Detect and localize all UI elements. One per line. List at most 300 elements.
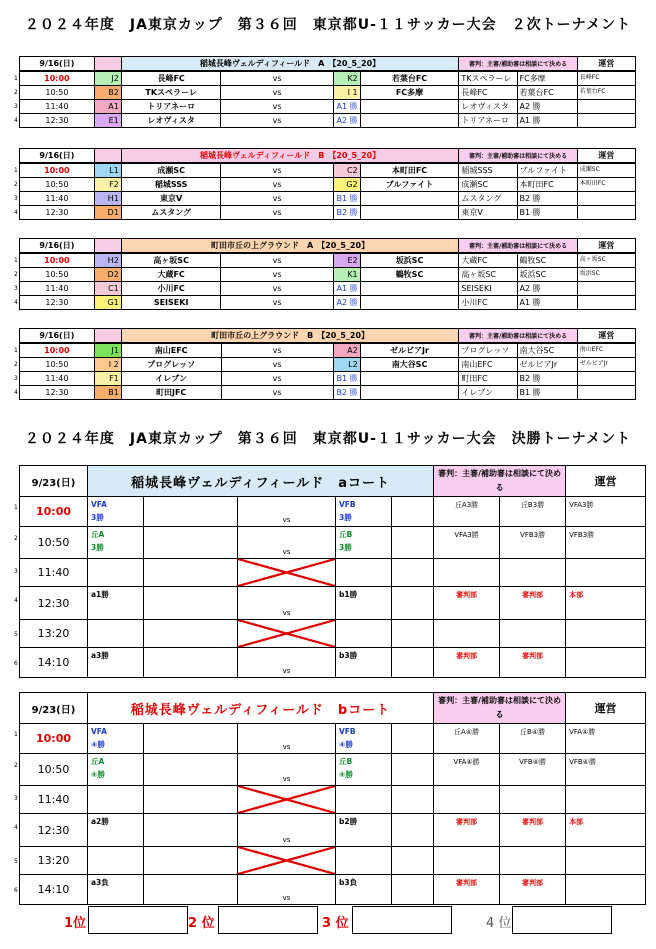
referee-1: 東京V bbox=[459, 206, 517, 220]
final-date: 9/23(日) bbox=[20, 693, 88, 724]
away-team bbox=[360, 206, 459, 220]
away-slot[interactable] bbox=[392, 724, 434, 754]
unei-team bbox=[577, 386, 635, 400]
bracket-seed: VFA ④勝 bbox=[88, 724, 144, 754]
referee-2: A1 勝 bbox=[517, 114, 577, 128]
final-match-row bbox=[20, 847, 646, 875]
final-kickoff-time: 13:20 bbox=[20, 620, 88, 648]
final-match-row bbox=[20, 648, 646, 678]
vs-label: vs bbox=[221, 358, 333, 372]
final-row-number: 1 bbox=[14, 731, 18, 738]
unei-header: 運営 bbox=[577, 239, 635, 254]
away-team: 南大谷SC bbox=[360, 358, 459, 372]
final-date: 9/23(日) bbox=[20, 466, 88, 497]
away-seed: K2 bbox=[333, 71, 360, 86]
final-match-row bbox=[20, 875, 646, 905]
referee-1: プログレッソ bbox=[459, 343, 517, 358]
venue-name: 稲城長峰ヴェルディフィールド B 【20_5_20】 bbox=[121, 149, 459, 164]
row-number: 3 bbox=[14, 285, 18, 292]
vs-label: vs bbox=[221, 386, 333, 400]
home-team: レオヴィスタ bbox=[121, 114, 221, 128]
vs-label: vs bbox=[221, 71, 333, 86]
home-seed: H2 bbox=[94, 253, 121, 268]
home-seed: B1 bbox=[94, 386, 121, 400]
referee-1: ムスタング bbox=[459, 192, 517, 206]
referee-header: 審判：主審/補助審は相談にて決める bbox=[459, 149, 577, 164]
match-row bbox=[20, 282, 636, 296]
home-team: 稲城SSS bbox=[121, 178, 221, 192]
bracket-seed bbox=[336, 620, 392, 648]
final-row-number: 2 bbox=[14, 535, 18, 542]
referee-2: 南大谷SC bbox=[517, 343, 577, 358]
final-referee-2 bbox=[500, 620, 566, 648]
home-team: 東京V bbox=[121, 192, 221, 206]
vs-label: vs bbox=[221, 206, 333, 220]
unei-team bbox=[577, 296, 635, 310]
away-slot[interactable] bbox=[392, 847, 434, 875]
vs-slot: vs bbox=[238, 875, 336, 905]
vs-label: vs bbox=[221, 163, 333, 178]
final-referee-2: VFB④勝 bbox=[500, 754, 566, 786]
home-team: トリアネーロ bbox=[121, 100, 221, 114]
vs-slot: vs bbox=[238, 814, 336, 847]
away-seed: B1 勝 bbox=[333, 192, 360, 206]
bracket-seed: b3負 bbox=[336, 875, 392, 905]
final-referee-header: 審判：主審/補助審は相談にて決める bbox=[434, 693, 566, 724]
final-unei: 本部 bbox=[566, 814, 646, 847]
final-row-number: 5 bbox=[14, 631, 18, 638]
match-row bbox=[20, 71, 636, 86]
kickoff-time: 12:30 bbox=[20, 206, 95, 220]
final-kickoff-time: 11:40 bbox=[20, 786, 88, 814]
final-kickoff-time: 13:20 bbox=[20, 847, 88, 875]
unei-team: 若葉台FC bbox=[577, 86, 635, 100]
away-team: 本町田FC bbox=[360, 163, 459, 178]
final-referee-1: 丘A3勝 bbox=[434, 497, 500, 527]
vs-slot: vs bbox=[238, 648, 336, 678]
referee-2: FC多摩 bbox=[517, 71, 577, 86]
row-number: 2 bbox=[14, 361, 18, 368]
final-unei bbox=[566, 786, 646, 814]
final-kickoff-time: 14:10 bbox=[20, 648, 88, 678]
home-slot[interactable] bbox=[144, 527, 238, 559]
referee-2: 若葉台FC bbox=[517, 86, 577, 100]
unei-team: 高ヶ坂SC bbox=[577, 253, 635, 268]
final-unei bbox=[566, 648, 646, 678]
rank-2-label: 2 位 bbox=[188, 916, 215, 931]
final-referee-1: 審判部 bbox=[434, 587, 500, 620]
ranking-row bbox=[60, 906, 620, 934]
home-slot[interactable] bbox=[144, 724, 238, 754]
bracket-seed: VFB 3勝 bbox=[336, 497, 392, 527]
vs-slot: vs bbox=[238, 497, 336, 527]
row-number: 4 bbox=[14, 299, 18, 306]
unei-team: 南山EFC bbox=[577, 343, 635, 358]
final-unei: VFB④勝 bbox=[566, 754, 646, 786]
away-seed: L2 bbox=[333, 358, 360, 372]
kickoff-time: 10:00 bbox=[20, 163, 95, 178]
home-team: 長峰FC bbox=[121, 71, 221, 86]
home-slot[interactable] bbox=[144, 587, 238, 620]
cancelled-slot bbox=[238, 847, 336, 875]
vs-slot: vs bbox=[238, 587, 336, 620]
home-team: SEISEKI bbox=[121, 296, 221, 310]
final-unei: VFB3勝 bbox=[566, 527, 646, 559]
home-slot[interactable] bbox=[144, 620, 238, 648]
home-slot[interactable] bbox=[144, 648, 238, 678]
unei-team bbox=[577, 100, 635, 114]
away-team: FC多摩 bbox=[360, 86, 459, 100]
final-round-title: ２０２４年度 JA東京カップ 第３６回 東京都U-１１サッカー大会 決勝トーナメント bbox=[24, 431, 632, 447]
home-team: 南山EFC bbox=[121, 343, 221, 358]
final-row-number: 1 bbox=[14, 504, 18, 511]
home-slot[interactable] bbox=[144, 497, 238, 527]
home-seed: L1 bbox=[94, 163, 121, 178]
away-slot[interactable] bbox=[392, 620, 434, 648]
unei-team bbox=[577, 206, 635, 220]
final-referee-1 bbox=[434, 786, 500, 814]
final-row-number: 3 bbox=[14, 568, 18, 575]
final-kickoff-time: 11:40 bbox=[20, 559, 88, 587]
match-row bbox=[20, 206, 636, 220]
away-seed: B2 勝 bbox=[333, 206, 360, 220]
match-row bbox=[20, 163, 636, 178]
final-unei-header: 運営 bbox=[566, 693, 646, 724]
final-match-row bbox=[20, 497, 646, 527]
unei-team: 長峰FC bbox=[577, 71, 635, 86]
bracket-seed: b3勝 bbox=[336, 648, 392, 678]
final-match-row bbox=[20, 786, 646, 814]
home-team: 町田JFC bbox=[121, 386, 221, 400]
kickoff-time: 11:40 bbox=[20, 100, 95, 114]
rank-4-label: 4 位 bbox=[486, 916, 512, 931]
final-referee-1: 丘A④勝 bbox=[434, 724, 500, 754]
final-match-row bbox=[20, 814, 646, 847]
referee-1: レオヴィスタ bbox=[459, 100, 517, 114]
vs-label: vs bbox=[221, 100, 333, 114]
final-match-row bbox=[20, 724, 646, 754]
away-slot[interactable] bbox=[392, 497, 434, 527]
final-court-table bbox=[19, 465, 646, 678]
vs-label: vs bbox=[221, 114, 333, 128]
final-unei bbox=[566, 847, 646, 875]
final-referee-2 bbox=[500, 847, 566, 875]
bracket-seed bbox=[88, 786, 144, 814]
home-team: 成瀬SC bbox=[121, 163, 221, 178]
final-referee-2: 丘B3勝 bbox=[500, 497, 566, 527]
final-row-number: 6 bbox=[14, 887, 18, 894]
kickoff-time: 11:40 bbox=[20, 282, 95, 296]
final-venue: 稲城長峰ヴェルディフィールド aコート bbox=[88, 466, 434, 497]
bracket-seed: 丘A 3勝 bbox=[88, 527, 144, 559]
unei-team bbox=[577, 114, 635, 128]
row-number: 1 bbox=[14, 75, 18, 82]
away-team bbox=[360, 386, 459, 400]
home-slot[interactable] bbox=[144, 847, 238, 875]
unei-team: ゼルビアJr bbox=[577, 358, 635, 372]
second-round-table bbox=[19, 56, 636, 128]
away-seed: C2 bbox=[333, 163, 360, 178]
referee-2: 本町田FC bbox=[517, 178, 577, 192]
referee-1: 大蔵FC bbox=[459, 253, 517, 268]
bracket-seed: a1勝 bbox=[88, 587, 144, 620]
final-kickoff-time: 10:00 bbox=[20, 497, 88, 527]
home-seed: C1 bbox=[94, 282, 121, 296]
rank-2-box[interactable] bbox=[218, 906, 318, 934]
referee-2: 鶴牧SC bbox=[517, 253, 577, 268]
home-seed: D2 bbox=[94, 268, 121, 282]
row-number: 4 bbox=[14, 209, 18, 216]
vs-slot: vs bbox=[238, 724, 336, 754]
referee-2: A2 勝 bbox=[517, 100, 577, 114]
referee-2: B2 勝 bbox=[517, 192, 577, 206]
home-slot[interactable] bbox=[144, 559, 238, 587]
away-seed: K1 bbox=[333, 268, 360, 282]
referee-header: 審判：主審/補助審は相談にて決める bbox=[459, 57, 577, 72]
match-row bbox=[20, 100, 636, 114]
home-slot[interactable] bbox=[144, 814, 238, 847]
referee-2: ブルファイト bbox=[517, 163, 577, 178]
header-spacer bbox=[94, 239, 121, 254]
final-row-number: 6 bbox=[14, 660, 18, 667]
final-row-number: 2 bbox=[14, 762, 18, 769]
away-slot[interactable] bbox=[392, 814, 434, 847]
final-referee-1: VFA④勝 bbox=[434, 754, 500, 786]
away-team: 坂浜SC bbox=[360, 253, 459, 268]
final-referee-2: 審判部 bbox=[500, 875, 566, 905]
home-seed: F1 bbox=[94, 372, 121, 386]
bracket-seed: b2勝 bbox=[336, 814, 392, 847]
away-seed: A2 勝 bbox=[333, 296, 360, 310]
final-row-number: 5 bbox=[14, 858, 18, 865]
referee-1: TKスペラーレ bbox=[459, 71, 517, 86]
bracket-seed: a3勝 bbox=[88, 648, 144, 678]
kickoff-time: 10:00 bbox=[20, 343, 95, 358]
away-team bbox=[360, 100, 459, 114]
bracket-seed bbox=[88, 620, 144, 648]
vs-label: vs bbox=[221, 192, 333, 206]
final-unei: VFA④勝 bbox=[566, 724, 646, 754]
home-team: イレブン bbox=[121, 372, 221, 386]
rank-4-box[interactable] bbox=[512, 906, 612, 934]
row-number: 2 bbox=[14, 89, 18, 96]
away-seed: G2 bbox=[333, 178, 360, 192]
vs-slot: vs bbox=[238, 527, 336, 559]
final-referee-2 bbox=[500, 786, 566, 814]
vs-label: vs bbox=[221, 282, 333, 296]
referee-2: B1 勝 bbox=[517, 386, 577, 400]
bracket-seed: 丘A ④勝 bbox=[88, 754, 144, 786]
home-seed: A1 bbox=[94, 100, 121, 114]
unei-header: 運営 bbox=[577, 149, 635, 164]
home-seed: B2 bbox=[94, 86, 121, 100]
row-number: 1 bbox=[14, 167, 18, 174]
row-number: 4 bbox=[14, 117, 18, 124]
kickoff-time: 11:40 bbox=[20, 372, 95, 386]
referee-header: 審判：主審/補助審は相談にて決める bbox=[459, 329, 577, 344]
vs-label: vs bbox=[221, 178, 333, 192]
away-seed: A2 bbox=[333, 343, 360, 358]
final-referee-1 bbox=[434, 559, 500, 587]
match-date: 9/16(日) bbox=[20, 57, 95, 72]
final-referee-2: 審判部 bbox=[500, 587, 566, 620]
vs-label: vs bbox=[221, 268, 333, 282]
final-kickoff-time: 12:30 bbox=[20, 814, 88, 847]
referee-1: 長峰FC bbox=[459, 86, 517, 100]
kickoff-time: 10:00 bbox=[20, 253, 95, 268]
unei-team: 成瀬SC bbox=[577, 163, 635, 178]
final-court-table bbox=[19, 692, 646, 905]
away-seed: B1 勝 bbox=[333, 372, 360, 386]
kickoff-time: 10:50 bbox=[20, 358, 95, 372]
final-kickoff-time: 10:50 bbox=[20, 754, 88, 786]
match-row bbox=[20, 86, 636, 100]
cancel-cross-icon bbox=[238, 620, 335, 647]
away-team bbox=[360, 192, 459, 206]
final-referee-1 bbox=[434, 847, 500, 875]
away-slot[interactable] bbox=[392, 587, 434, 620]
final-referee-2: 審判部 bbox=[500, 648, 566, 678]
match-row bbox=[20, 372, 636, 386]
vs-label: vs bbox=[221, 86, 333, 100]
final-match-row bbox=[20, 559, 646, 587]
match-date: 9/16(日) bbox=[20, 239, 95, 254]
referee-1: 小川FC bbox=[459, 296, 517, 310]
away-team bbox=[360, 296, 459, 310]
away-slot[interactable] bbox=[392, 875, 434, 905]
final-match-row bbox=[20, 527, 646, 559]
row-number: 3 bbox=[14, 195, 18, 202]
final-match-row bbox=[20, 587, 646, 620]
match-date: 9/16(日) bbox=[20, 149, 95, 164]
unei-team: 本町田FC bbox=[577, 178, 635, 192]
header-spacer bbox=[94, 149, 121, 164]
rank-3-box[interactable] bbox=[352, 906, 452, 934]
home-seed: D1 bbox=[94, 206, 121, 220]
kickoff-time: 12:30 bbox=[20, 296, 95, 310]
bracket-seed bbox=[88, 847, 144, 875]
away-seed: A1 勝 bbox=[333, 282, 360, 296]
unei-team bbox=[577, 282, 635, 296]
match-row bbox=[20, 253, 636, 268]
away-seed: A2 勝 bbox=[333, 114, 360, 128]
bracket-seed bbox=[88, 559, 144, 587]
final-row-number: 4 bbox=[14, 597, 18, 604]
unei-team bbox=[577, 192, 635, 206]
referee-2: A2 勝 bbox=[517, 282, 577, 296]
final-referee-1 bbox=[434, 620, 500, 648]
final-kickoff-time: 10:50 bbox=[20, 527, 88, 559]
referee-1: 南山EFC bbox=[459, 358, 517, 372]
match-row bbox=[20, 268, 636, 282]
away-slot[interactable] bbox=[392, 559, 434, 587]
bracket-seed bbox=[336, 847, 392, 875]
final-kickoff-time: 10:00 bbox=[20, 724, 88, 754]
rank-1-box[interactable] bbox=[88, 906, 188, 934]
row-number: 1 bbox=[14, 347, 18, 354]
final-referee-2: 審判部 bbox=[500, 814, 566, 847]
home-seed: J2 bbox=[94, 71, 121, 86]
away-slot[interactable] bbox=[392, 754, 434, 786]
cancel-cross-icon bbox=[238, 847, 335, 874]
away-team bbox=[360, 114, 459, 128]
away-seed: B2 勝 bbox=[333, 386, 360, 400]
kickoff-time: 10:50 bbox=[20, 178, 95, 192]
away-slot[interactable] bbox=[392, 648, 434, 678]
second-round-title: ２０２４年度 JA東京カップ 第３６回 東京都U-１１サッカー大会 ２次トーナメント bbox=[24, 17, 632, 33]
match-row bbox=[20, 178, 636, 192]
unei-team: 坂浜SC bbox=[577, 268, 635, 282]
match-row bbox=[20, 114, 636, 128]
final-unei: VFA3勝 bbox=[566, 497, 646, 527]
venue-name: 町田市丘の上グラウンド B 【20_5_20】 bbox=[121, 329, 459, 344]
away-team: ゼルビアJr bbox=[360, 343, 459, 358]
bracket-seed: b1勝 bbox=[336, 587, 392, 620]
second-round-table bbox=[19, 238, 636, 310]
final-unei bbox=[566, 875, 646, 905]
bracket-seed bbox=[336, 786, 392, 814]
final-row-number: 3 bbox=[14, 795, 18, 802]
final-referee-1: 審判部 bbox=[434, 814, 500, 847]
referee-1: 町田FC bbox=[459, 372, 517, 386]
final-unei-header: 運営 bbox=[566, 466, 646, 497]
row-number: 4 bbox=[14, 389, 18, 396]
final-unei bbox=[566, 620, 646, 648]
referee-1: 高ヶ坂SC bbox=[459, 268, 517, 282]
unei-header: 運営 bbox=[577, 57, 635, 72]
away-team: 若葉台FC bbox=[360, 71, 459, 86]
away-slot[interactable] bbox=[392, 527, 434, 559]
referee-1: SEISEKI bbox=[459, 282, 517, 296]
home-slot[interactable] bbox=[144, 754, 238, 786]
vs-label: vs bbox=[221, 253, 333, 268]
referee-1: 成瀬SC bbox=[459, 178, 517, 192]
away-seed: I 1 bbox=[333, 86, 360, 100]
vs-label: vs bbox=[221, 372, 333, 386]
final-referee-1: 審判部 bbox=[434, 875, 500, 905]
bracket-seed: 丘B 3勝 bbox=[336, 527, 392, 559]
row-number: 1 bbox=[14, 257, 18, 264]
row-number: 3 bbox=[14, 103, 18, 110]
kickoff-time: 10:50 bbox=[20, 268, 95, 282]
home-seed: I 2 bbox=[94, 358, 121, 372]
home-seed: F2 bbox=[94, 178, 121, 192]
final-referee-2: VFB3勝 bbox=[500, 527, 566, 559]
final-kickoff-time: 14:10 bbox=[20, 875, 88, 905]
row-number: 3 bbox=[14, 375, 18, 382]
referee-header: 審判：主審/補助審は相談にて決める bbox=[459, 239, 577, 254]
away-slot[interactable] bbox=[392, 786, 434, 814]
home-slot[interactable] bbox=[144, 786, 238, 814]
venue-name: 町田市丘の上グラウンド A 【20_5_20】 bbox=[121, 239, 459, 254]
home-team: 大蔵FC bbox=[121, 268, 221, 282]
match-date: 9/16(日) bbox=[20, 329, 95, 344]
vs-slot: vs bbox=[238, 754, 336, 786]
final-match-row bbox=[20, 620, 646, 648]
vs-label: vs bbox=[221, 343, 333, 358]
final-referee-2 bbox=[500, 559, 566, 587]
kickoff-time: 12:30 bbox=[20, 114, 95, 128]
rank-1-label: 1位 bbox=[64, 916, 87, 931]
row-number: 2 bbox=[14, 181, 18, 188]
rank-3-label: 3 位 bbox=[322, 916, 349, 931]
final-referee-1: 審判部 bbox=[434, 648, 500, 678]
bracket-seed: 丘B ④勝 bbox=[336, 754, 392, 786]
away-seed: E2 bbox=[333, 253, 360, 268]
home-seed: G1 bbox=[94, 296, 121, 310]
away-seed: A1 勝 bbox=[333, 100, 360, 114]
home-slot[interactable] bbox=[144, 875, 238, 905]
